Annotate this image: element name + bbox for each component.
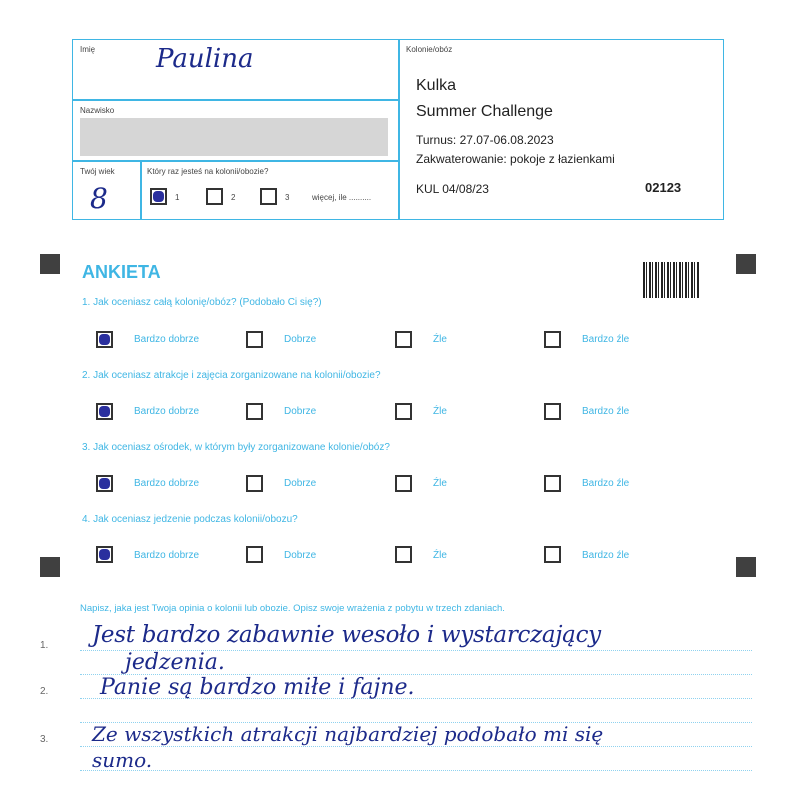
times-option-2: 2 [231,193,236,202]
q3-option-zle-label: Źle [433,478,447,489]
q2-option-bardzo-dobrze-checkbox[interactable] [96,403,113,420]
q1-option-zle-label: Źle [433,334,447,345]
q4-option-zle-checkbox[interactable] [395,546,412,563]
header-divider-surname [72,160,398,162]
question-1: 1. Jak oceniasz całą kolonię/obóz? (Podobało Ci się?) [82,297,322,308]
turnus-text: Turnus: 27.07-06.08.2023 [416,133,554,147]
q3-option-dobrze-label: Dobrze [284,478,317,489]
header-divider-age [140,160,142,220]
question-2: 2. Jak oceniasz atrakcje i zajęcia zorganizowane na kolonii/obozie? [82,370,381,381]
header-divider-name [72,99,398,101]
line-number-3: 3. [40,734,49,745]
q4-option-dobrze-checkbox[interactable] [246,546,263,563]
answer-line-1[interactable]: Jest bardzo zabawnie wesoło i wystarczający [92,622,601,648]
q3-option-bardzo-zle-label: Bardzo źle [582,478,630,489]
survey-title: ANKIETA [82,262,161,282]
age-label: Twój wiek [80,167,115,176]
times-option-1: 1 [175,193,180,202]
q4-option-bardzo-dobrze-label: Bardzo dobrze [134,550,200,561]
q4-option-bardzo-dobrze-checkbox[interactable] [96,546,113,563]
answer-line-3-continued[interactable]: sumo. [92,748,153,772]
form-number: 02123 [645,180,682,195]
times-checkbox-1[interactable] [150,188,167,205]
answer-line-1-continued[interactable]: jedzenia. [125,650,225,675]
times-label: Który raz jesteś na kolonii/obozie? [147,167,269,176]
answer-line-3[interactable]: Ze wszystkich atrakcji najbardziej podobało mi się [92,722,604,746]
q3-option-bardzo-dobrze-label: Bardzo dobrze [134,478,200,489]
q2-option-bardzo-zle-checkbox[interactable] [544,403,561,420]
camp-name-line1: Kulka [416,77,457,94]
registration-marker-bottom-left [40,557,60,577]
writing-line [80,770,752,771]
times-checkbox-3[interactable] [260,188,277,205]
q1-option-dobrze-checkbox[interactable] [246,331,263,348]
q1-option-zle-checkbox[interactable] [395,331,412,348]
question-3: 3. Jak oceniasz ośrodek, w którym były zorganizowane kolonie/obóz? [82,442,390,453]
name-value[interactable]: Paulina [156,44,254,74]
q3-option-zle-checkbox[interactable] [395,475,412,492]
q2-option-dobrze-checkbox[interactable] [246,403,263,420]
header-divider-vertical [398,39,400,220]
name-label: Imię [80,45,96,54]
accommodation-text: Zakwaterowanie: pokoje z łazienkami [416,152,615,166]
times-checkbox-2[interactable] [206,188,223,205]
q2-option-bardzo-dobrze-label: Bardzo dobrze [134,406,200,417]
camp-code: KUL 04/08/23 [416,182,489,196]
q1-option-bardzo-zle-label: Bardzo źle [582,334,630,345]
q2-option-zle-label: Źle [433,406,447,417]
q4-option-zle-label: Źle [433,550,447,561]
q2-option-dobrze-label: Dobrze [284,406,317,417]
surname-label: Nazwisko [80,106,115,115]
q3-option-dobrze-checkbox[interactable] [246,475,263,492]
q1-option-bardzo-zle-checkbox[interactable] [544,331,561,348]
writing-line [80,746,752,747]
line-number-1: 1. [40,640,49,651]
barcode [643,262,699,298]
q2-option-bardzo-zle-label: Bardzo źle [582,406,630,417]
camp-name-line2: Summer Challenge [416,103,553,120]
q1-option-bardzo-dobrze-checkbox[interactable] [96,331,113,348]
registration-marker-top-left [40,254,60,274]
times-option-3: 3 [285,193,290,202]
q2-option-zle-checkbox[interactable] [395,403,412,420]
opinion-prompt: Napisz, jaka jest Twoja opinia o kolonii lub obozie. Opisz swoje wrażenia z pobytu w trzech zdaniach. [80,603,505,614]
q3-option-bardzo-zle-checkbox[interactable] [544,475,561,492]
q4-option-dobrze-label: Dobrze [284,550,317,561]
q3-option-bardzo-dobrze-checkbox[interactable] [96,475,113,492]
q1-option-dobrze-label: Dobrze [284,334,317,345]
registration-marker-top-right [736,254,756,274]
q4-option-bardzo-zle-checkbox[interactable] [544,546,561,563]
answer-line-2[interactable]: Panie są bardzo miłe i fajne. [100,675,415,700]
registration-marker-bottom-right [736,557,756,577]
surname-redacted [80,118,388,156]
times-more[interactable]: więcej, ile .......... [312,193,372,202]
age-value[interactable]: 8 [90,182,108,215]
camp-label: Kolonie/obóz [406,45,453,54]
q1-option-bardzo-dobrze-label: Bardzo dobrze [134,334,200,345]
line-number-2: 2. [40,686,49,697]
question-4: 4. Jak oceniasz jedzenie podczas kolonii/obozu? [82,514,298,525]
q4-option-bardzo-zle-label: Bardzo źle [582,550,630,561]
